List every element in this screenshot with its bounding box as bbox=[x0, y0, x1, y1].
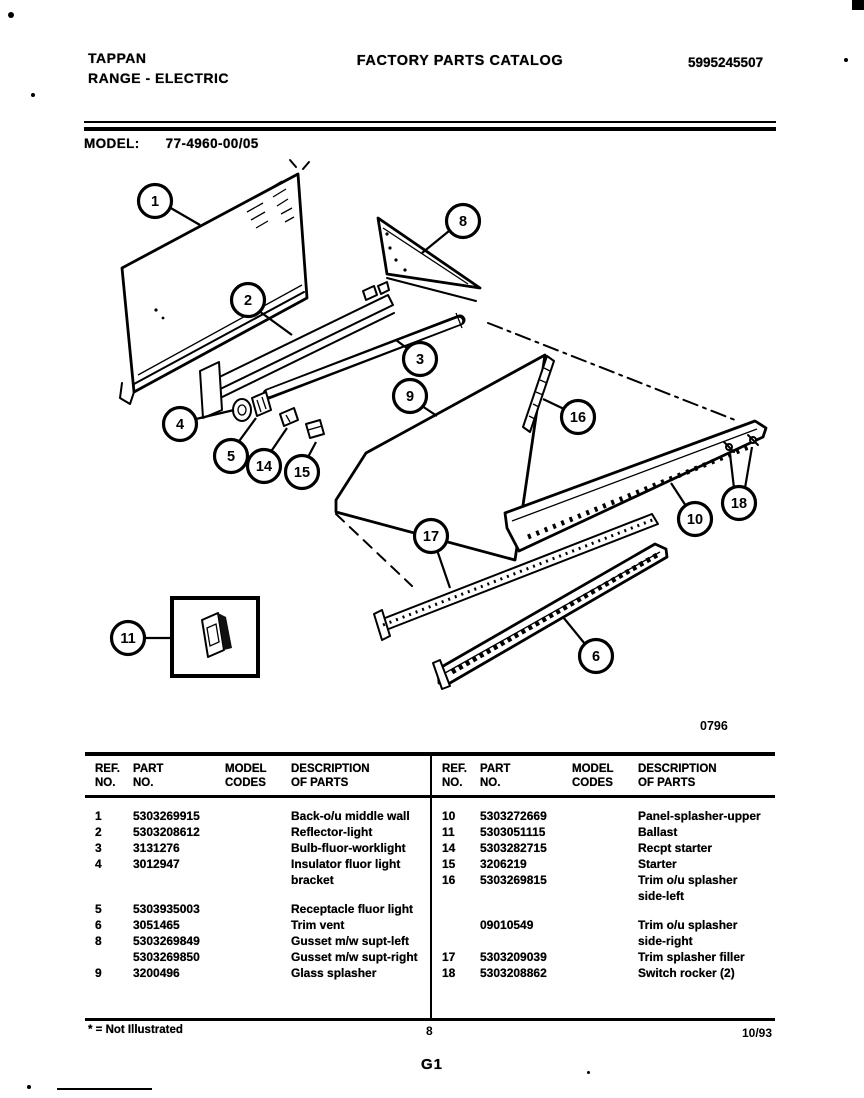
callout-leader-6 bbox=[563, 617, 585, 644]
table-row: 10 5303272669 Panel-splasher-upper bbox=[442, 809, 761, 823]
page-title: FACTORY PARTS CATALOG bbox=[356, 53, 564, 69]
part-insulator bbox=[233, 399, 251, 421]
callout-number: 17 bbox=[422, 529, 440, 545]
diagram-page-code: 0796 bbox=[700, 719, 728, 733]
model-label: MODEL: bbox=[84, 136, 140, 151]
callout-number: 4 bbox=[175, 417, 185, 433]
brand-block bbox=[88, 48, 229, 88]
callout-leader-14 bbox=[270, 428, 287, 453]
table-row: 8 5303269849 Gusset m/w supt-left bbox=[95, 934, 410, 948]
callout-number: 16 bbox=[569, 410, 587, 426]
callout-leader-10 bbox=[671, 483, 686, 506]
parts-table-right bbox=[430, 756, 775, 1018]
scan-artifact bbox=[852, 0, 864, 10]
table-row: 15 3206219 Starter bbox=[442, 857, 677, 871]
callout-leader-9 bbox=[422, 406, 437, 416]
scan-artifact bbox=[8, 12, 14, 18]
callout-number: 11 bbox=[120, 631, 136, 647]
callout-number: 1 bbox=[150, 194, 160, 210]
table-row: 1 5303269915 Back-o/u middle wall bbox=[95, 809, 410, 823]
callout-number: 10 bbox=[686, 512, 704, 528]
callout-number: 2 bbox=[243, 293, 253, 309]
table-row: 4 3012947 Insulator fluor light bracket bbox=[95, 857, 401, 887]
not-illustrated-note: * = Not Illustrated bbox=[88, 1024, 183, 1036]
callout-leader-17 bbox=[437, 550, 450, 588]
scan-artifact bbox=[844, 58, 848, 62]
part-switch-rocker-box bbox=[172, 598, 258, 676]
parts-table bbox=[85, 752, 775, 1021]
callout-number: 15 bbox=[293, 465, 311, 481]
callout-number: 5 bbox=[226, 449, 236, 465]
table-row: 16 5303269815 Trim o/u splasher side-left bbox=[442, 873, 738, 903]
header-rule bbox=[84, 121, 776, 131]
date-code: 10/93 bbox=[742, 1026, 773, 1040]
scan-artifact bbox=[57, 1088, 152, 1090]
callout-leader-18 bbox=[745, 447, 752, 488]
table-row: 18 5303208862 Switch rocker (2) bbox=[442, 966, 735, 980]
exploded-parts-diagram bbox=[60, 158, 790, 730]
callout-leader-18 bbox=[730, 454, 734, 488]
table-row: 9 3200496 Glass splasher bbox=[95, 966, 377, 980]
table-row: 5303269850 Gusset m/w supt-right bbox=[133, 950, 418, 964]
callout-number: 6 bbox=[591, 649, 601, 665]
model-number: 77-4960-00/05 bbox=[165, 136, 259, 151]
table-row: 6 3051465 Trim vent bbox=[95, 918, 345, 932]
table-row: 11 5303051115 Ballast bbox=[442, 825, 678, 839]
callout-number: 3 bbox=[415, 352, 425, 368]
scan-artifact bbox=[27, 1085, 31, 1089]
callout-number: 8 bbox=[458, 214, 468, 230]
table-row: 09010549 Trim o/u splasher side-right bbox=[480, 918, 738, 948]
callout-number: 9 bbox=[405, 389, 415, 405]
table-rows-left bbox=[85, 798, 430, 981]
scan-artifact bbox=[587, 1071, 590, 1074]
table-rows-right bbox=[432, 798, 775, 981]
part-panel-splasher-upper bbox=[505, 421, 766, 551]
brand-name: TAPPAN bbox=[88, 50, 147, 66]
table-row: 2 5303208612 Reflector-light bbox=[95, 825, 373, 839]
callout-leader-5 bbox=[237, 418, 256, 444]
section-code: G1 bbox=[420, 1056, 443, 1073]
callout-number: 18 bbox=[730, 496, 748, 512]
table-row: 5 5303935003 Receptacle fluor light bbox=[95, 902, 414, 916]
callout-leader-16 bbox=[543, 399, 564, 409]
publication-number: 5995245507 bbox=[688, 55, 764, 70]
page-number: 8 bbox=[426, 1024, 433, 1038]
parts-table-left bbox=[85, 756, 430, 1018]
part-starter bbox=[306, 420, 324, 438]
callout-number: 14 bbox=[255, 459, 273, 475]
model-line bbox=[84, 136, 259, 151]
table-header: REF. NO. PART NO. MODEL CODES DESCRIPTION OF PARTS bbox=[85, 756, 430, 798]
callout-leader-8 bbox=[422, 231, 449, 253]
scan-artifact bbox=[31, 93, 35, 97]
table-row: 17 5303209039 Trim splasher filler bbox=[442, 950, 745, 964]
table-row: 14 5303282715 Recpt starter bbox=[442, 841, 713, 855]
callout-leader-1 bbox=[169, 207, 200, 225]
appliance-type: RANGE - ELECTRIC bbox=[88, 70, 229, 86]
table-row: 3 3131276 Bulb-fluor-worklight bbox=[95, 841, 406, 855]
part-recpt-starter bbox=[280, 408, 298, 426]
table-header: REF. NO. PART NO. MODEL CODES DESCRIPTION OF PARTS bbox=[432, 756, 775, 798]
